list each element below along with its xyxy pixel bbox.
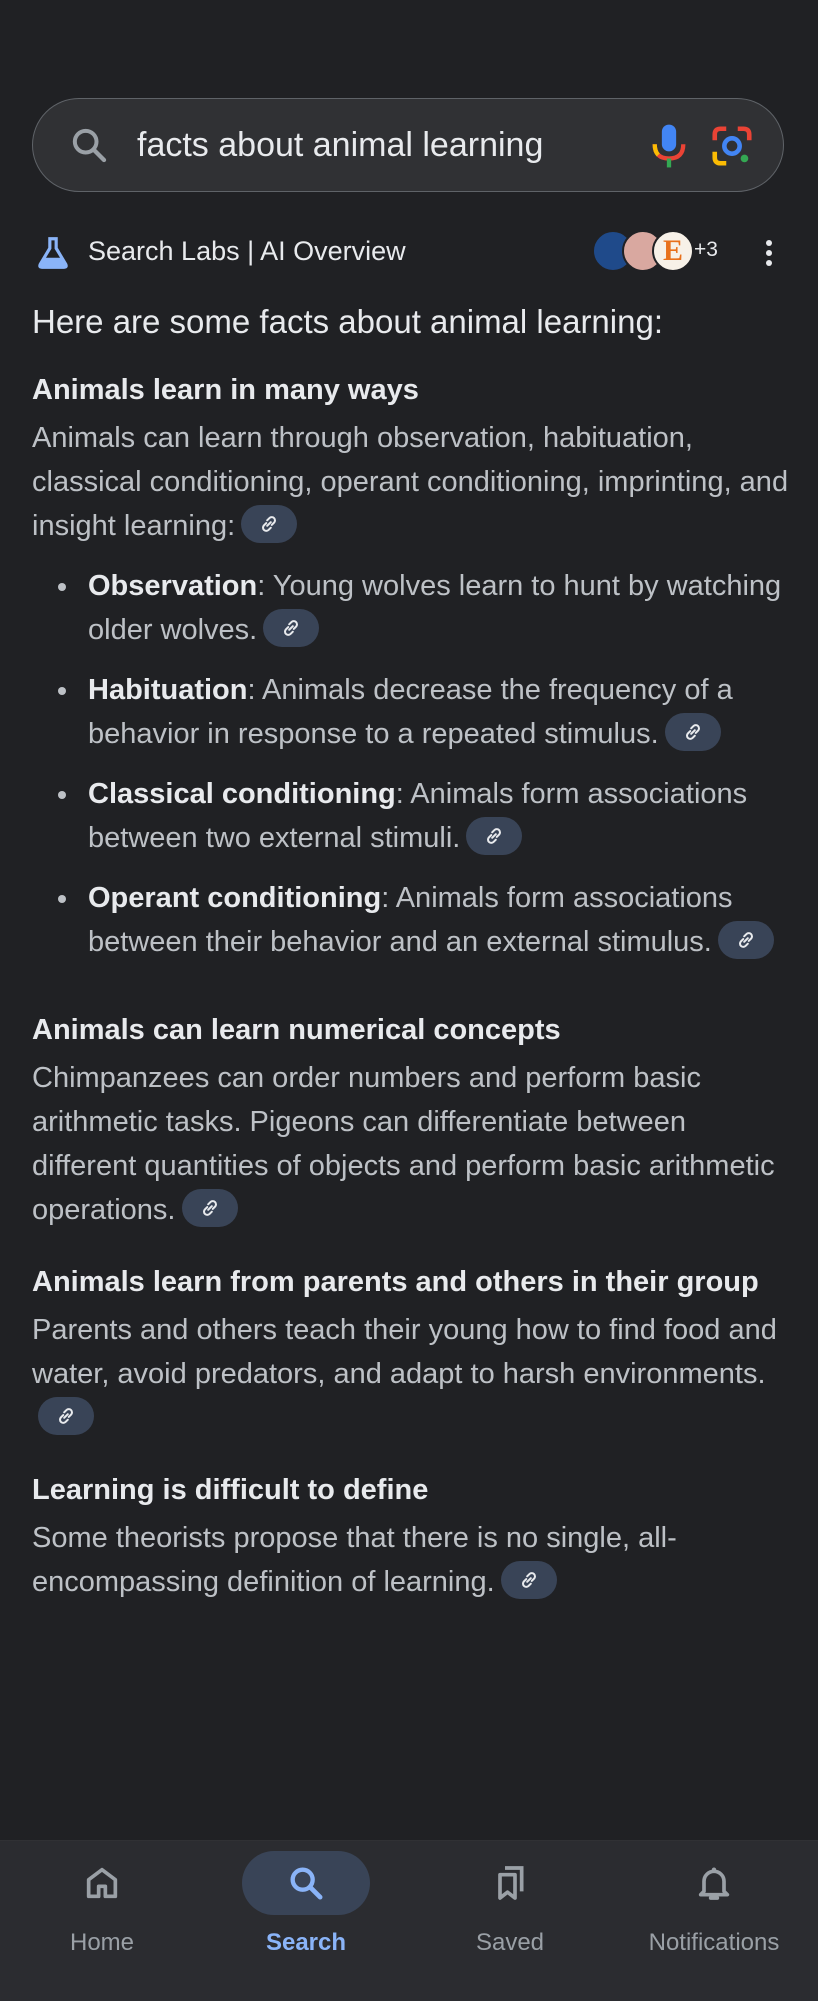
nav-notifications[interactable] bbox=[612, 1841, 816, 2001]
more-sources-count[interactable]: +3 bbox=[694, 238, 718, 261]
section-heading: Animals learn from parents and others in their group bbox=[32, 1266, 759, 1298]
overview-section bbox=[32, 1008, 792, 1232]
nav-label: Search bbox=[265, 1929, 347, 1956]
section-body: Some theorists propose that there is no single, all-encompassing definition of learning. bbox=[32, 1522, 677, 1598]
source-link-button[interactable] bbox=[241, 505, 297, 543]
section-heading: Learning is difficult to define bbox=[32, 1474, 429, 1506]
bullet-list bbox=[32, 564, 792, 964]
list-item bbox=[32, 876, 792, 964]
bullet-text: : Young wolves learn to hunt by watching older wolves. bbox=[88, 570, 782, 646]
google-lens-icon[interactable] bbox=[709, 123, 755, 169]
source-link-button[interactable] bbox=[718, 921, 774, 959]
source-link-button[interactable] bbox=[466, 817, 522, 855]
section-heading: Animals can learn numerical concepts bbox=[32, 1014, 561, 1046]
source-avatar[interactable]: E bbox=[652, 230, 694, 272]
nav-search[interactable] bbox=[204, 1841, 408, 2001]
link-icon bbox=[258, 513, 280, 535]
source-link-button[interactable] bbox=[38, 1397, 94, 1435]
section-heading: Animals learn in many ways bbox=[32, 374, 419, 406]
ai-overview-header bbox=[0, 222, 818, 284]
bullet-term: Habituation bbox=[88, 674, 248, 706]
nav-icon-container bbox=[38, 1851, 166, 1915]
bell-icon bbox=[694, 1863, 734, 1903]
bookmarks-icon bbox=[490, 1863, 530, 1903]
list-item bbox=[32, 564, 792, 652]
ai-overview-title: Search Labs | AI Overview bbox=[88, 236, 406, 266]
link-icon bbox=[518, 1569, 540, 1591]
search-header bbox=[0, 0, 818, 208]
list-item bbox=[32, 772, 792, 860]
overview-section bbox=[32, 1260, 792, 1440]
bullet-text: : Animals form associations between their behavior and an external stimulus. bbox=[88, 882, 733, 958]
nav-label: Notifications bbox=[648, 1929, 780, 1956]
nav-home[interactable] bbox=[0, 1841, 204, 2001]
ai-overview-content bbox=[32, 300, 792, 1604]
link-icon bbox=[199, 1197, 221, 1219]
search-icon bbox=[69, 125, 109, 165]
nav-label: Saved bbox=[475, 1929, 545, 1956]
nav-icon-container bbox=[446, 1851, 574, 1915]
source-link-button[interactable] bbox=[263, 609, 319, 647]
bullet-term: Classical conditioning bbox=[88, 778, 396, 810]
section-body: Chimpanzees can order numbers and perform basic arithmetic tasks. Pigeons can differentiate between different quantities of objects and perform basic arithmetic operations. bbox=[32, 1062, 775, 1226]
nav-icon-container bbox=[242, 1851, 370, 1915]
section-body: Animals can learn through observation, habituation, classical conditioning, operant conditioning, imprinting, and insight learning: bbox=[32, 422, 789, 542]
overview-section bbox=[32, 1468, 792, 1604]
labs-flask-icon bbox=[34, 234, 72, 272]
microphone-icon[interactable] bbox=[647, 121, 691, 171]
source-link-button[interactable] bbox=[182, 1189, 238, 1227]
nav-icon-container bbox=[650, 1851, 778, 1915]
source-link-button[interactable] bbox=[665, 713, 721, 751]
bullet-text: : Animals form associations between two external stimuli. bbox=[88, 778, 748, 854]
nav-saved[interactable] bbox=[408, 1841, 612, 2001]
link-icon bbox=[55, 1405, 77, 1427]
list-item bbox=[32, 668, 792, 756]
search-bar[interactable] bbox=[32, 98, 784, 192]
link-icon bbox=[483, 825, 505, 847]
nav-label: Home bbox=[69, 1929, 135, 1956]
source-link-button[interactable] bbox=[501, 1561, 557, 1599]
link-icon bbox=[280, 617, 302, 639]
search-input[interactable]: facts about animal learning bbox=[137, 126, 544, 164]
overview-intro: Here are some facts about animal learning: bbox=[32, 303, 663, 340]
link-icon bbox=[682, 721, 704, 743]
bullet-term: Operant conditioning bbox=[88, 882, 382, 914]
more-options-icon[interactable] bbox=[762, 238, 776, 268]
bullet-term: Observation bbox=[88, 570, 258, 602]
search-icon bbox=[286, 1863, 326, 1903]
section-body: Parents and others teach their young how to find food and water, avoid predators, and adapt to harsh environments. bbox=[32, 1314, 777, 1390]
bottom-navigation bbox=[0, 1840, 818, 2001]
bullet-text: : Animals decrease the frequency of a behavior in response to a repeated stimulus. bbox=[88, 674, 733, 750]
link-icon bbox=[735, 929, 757, 951]
overview-section bbox=[32, 368, 792, 964]
home-icon bbox=[82, 1863, 122, 1903]
